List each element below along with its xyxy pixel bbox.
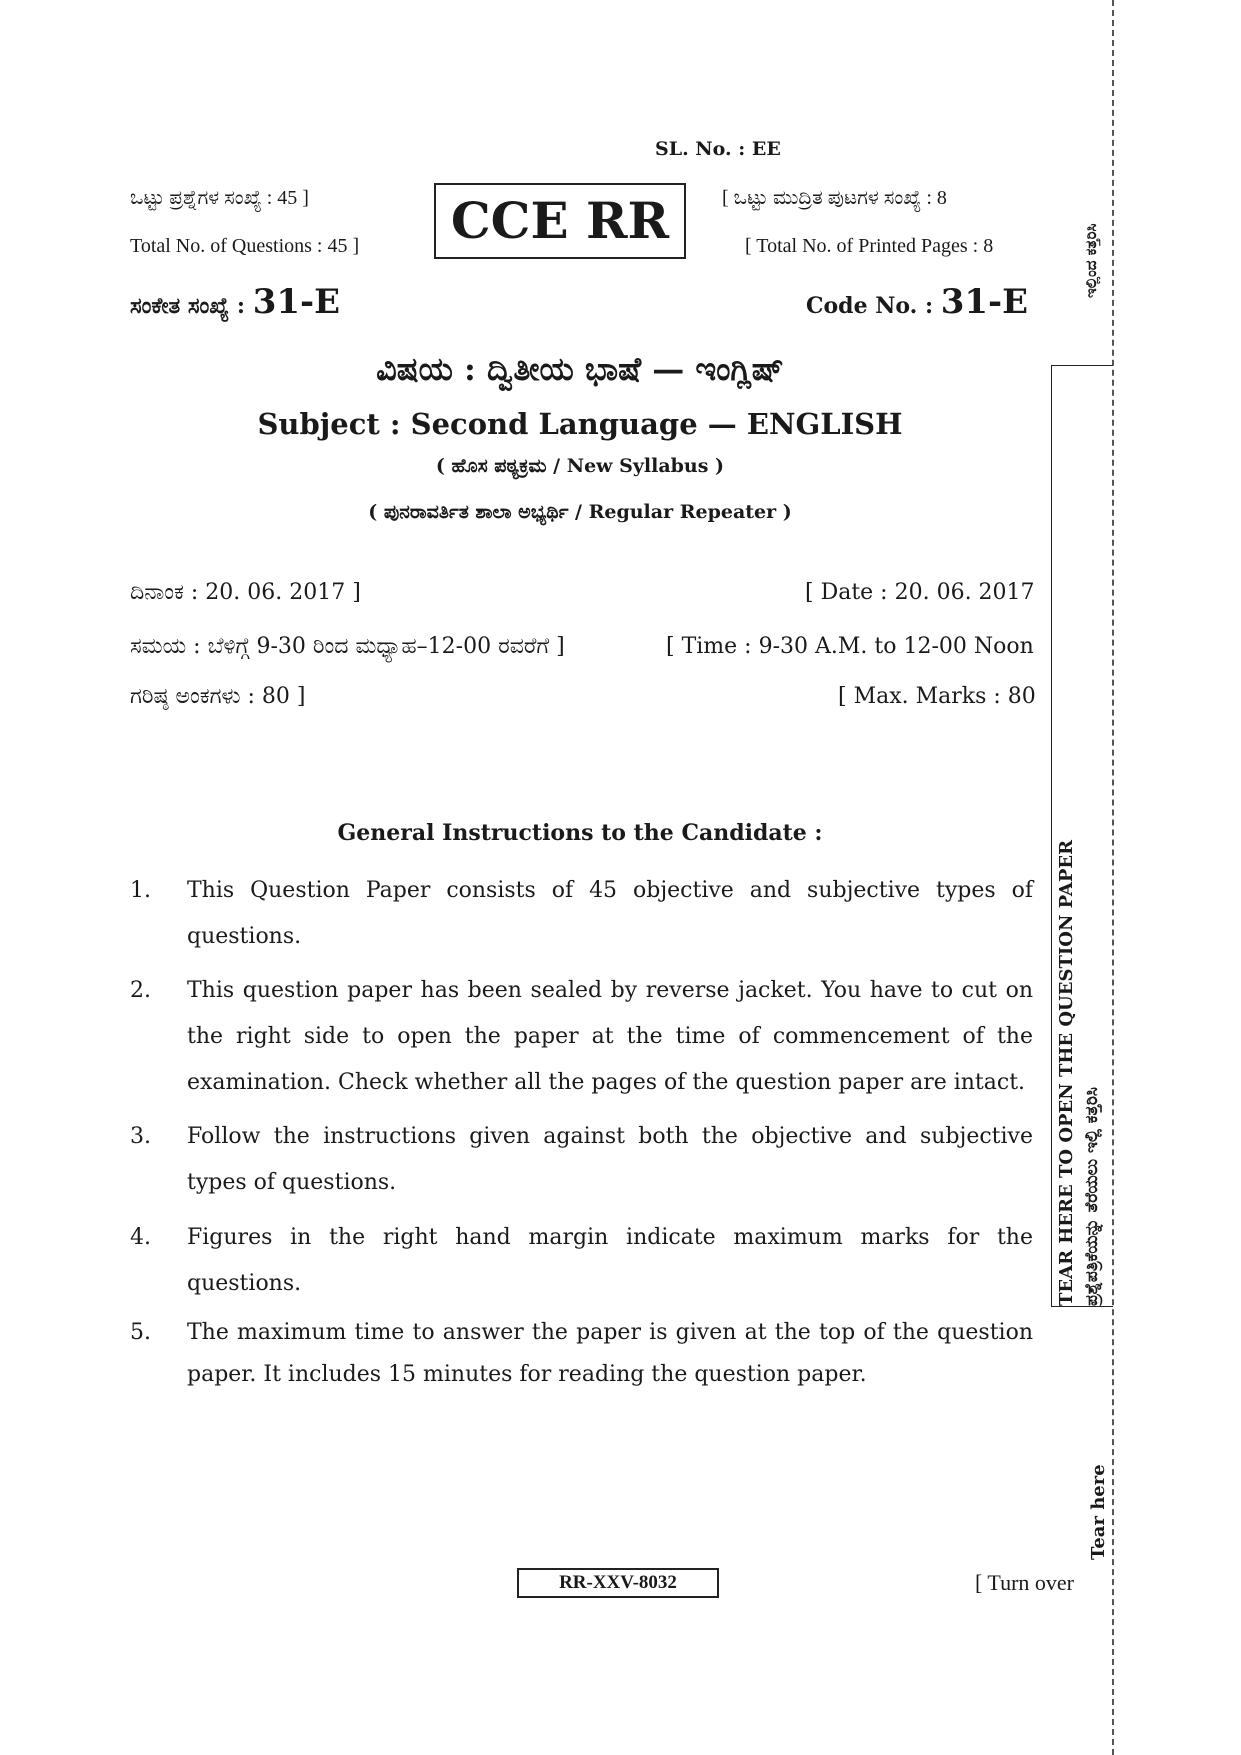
instruction-number: 4. — [130, 1225, 151, 1250]
date-kannada: ದಿನಾಂಕ : 20. 06. 2017 ] — [130, 580, 361, 605]
max-marks-english: [ Max. Marks : 80 — [838, 684, 1036, 709]
paper-code-box: RR-XXV-8032 — [517, 1568, 719, 1598]
serial-number: SL. No. : EE — [655, 138, 781, 160]
instruction-text: The maximum time to answer the paper is given at the top of the question paper. It includes 15 minutes for reading the question paper. — [187, 1320, 1033, 1387]
code-number-kannada — [130, 282, 340, 322]
total-questions-kannada: ಒಟ್ಟು ಪ್ರಶ್ನೆಗಳ ಸಂಖ್ಯೆ : 45 ] — [130, 187, 309, 209]
max-marks-kannada: ಗರಿಷ್ಠ ಅಂಕಗಳು : 80 ] — [130, 684, 306, 709]
tear-instruction-panel — [1051, 365, 1113, 1307]
total-questions-english: Total No. of Questions : 45 ] — [130, 235, 360, 257]
candidate-type-label: ( ಪುನರಾವರ್ತಿತ ಶಾಲಾ ಅಭ್ಯರ್ಥಿ / Regular Repeater ) — [368, 501, 792, 523]
syllabus-label: ( ಹೊಸ ಪಠ್ಯಕ್ರಮ / New Syllabus ) — [435, 455, 725, 477]
date-english: [ Date : 20. 06. 2017 — [805, 580, 1035, 605]
printed-pages-kannada: [ ಒಟ್ಟು ಮುದ್ರಿತ ಪುಟಗಳ ಸಂಖ್ಯೆ : 8 — [722, 187, 947, 209]
code-value-kannada: 31-E — [252, 282, 341, 322]
turn-over-label: [ Turn over — [975, 1570, 1075, 1595]
instruction-number: 3. — [130, 1124, 151, 1149]
instruction-number: 5. — [130, 1320, 151, 1345]
instructions-title: General Instructions to the Candidate : — [337, 820, 823, 846]
instruction-number: 2. — [130, 978, 151, 1003]
tear-top-label-kannada: ಇಲ್ಲಿಂದ ಕತ್ತರಿಸಿ — [1082, 223, 1100, 298]
code-label-kannada: ಸಂಕೇತ ಸಂಖ್ಯೆ : — [130, 293, 246, 319]
exam-code-box: CCE RR — [434, 183, 686, 259]
tear-instruction-kannada: ಪ್ರಶ್ನೆಪತ್ರಿಕೆಯನ್ನು ತೆರೆಯಲು ಇಲ್ಲಿ ಕತ್ತರಿಸಿ — [1082, 1087, 1102, 1306]
subject-title-kannada: ವಿಷಯ : ದ್ವಿತೀಯ ಭಾಷೆ — ಇಂಗ್ಲಿಷ್ — [376, 350, 784, 388]
time-english: [ Time : 9-30 A.M. to 12-00 Noon — [666, 634, 1034, 659]
time-kannada: ಸಮಯ : ಬೆಳಿಗ್ಗೆ 9-30 ರಿಂದ ಮಧ್ಯಾಹ–12-00 ರವರೆಗೆ ] — [130, 634, 565, 659]
tear-here-label: Tear here — [1088, 1464, 1109, 1560]
code-label-english: Code No. : — [806, 293, 934, 319]
instruction-number: 1. — [130, 878, 151, 903]
subject-title-english: Subject : Second Language — ENGLISH — [257, 407, 903, 441]
instruction-text: This Question Paper consists of 45 objective and subjective types of questions. — [187, 878, 1033, 949]
instruction-text: This question paper has been sealed by reverse jacket. You have to cut on the right side to open the paper at the time of commencement of the examination. Check whether all the pages of the question paper are intact. — [187, 978, 1033, 1095]
printed-pages-english: [ Total No. of Printed Pages : 8 — [745, 235, 994, 257]
code-value-english: 31-E — [940, 282, 1029, 322]
code-number-english — [806, 282, 1028, 322]
instruction-text: Follow the instructions given against both the objective and subjective types of questions. — [187, 1124, 1033, 1195]
tear-instruction-english: TEAR HERE TO OPEN THE QUESTION PAPER — [1056, 839, 1077, 1306]
instruction-text: Figures in the right hand margin indicate maximum marks for the questions. — [187, 1225, 1033, 1296]
